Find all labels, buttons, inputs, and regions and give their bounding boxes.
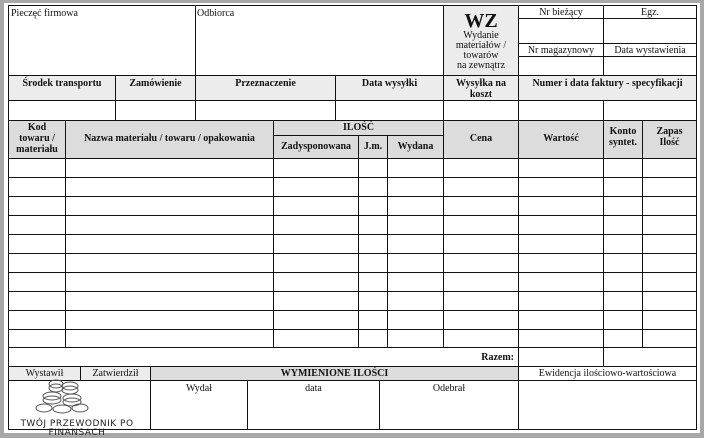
table-cell-stock[interactable] [642, 291, 697, 311]
transport-header [8, 75, 116, 101]
records-field[interactable] [518, 380, 697, 430]
table-cell-issued[interactable] [387, 272, 444, 292]
ship-date-field[interactable] [335, 100, 444, 121]
table-cell-account[interactable] [603, 272, 643, 292]
table-cell-stock[interactable] [642, 196, 697, 216]
table-cell-name[interactable] [65, 272, 274, 292]
table-cell-value[interactable] [518, 291, 604, 311]
company-stamp-label: Pieczęć firmowa [11, 8, 78, 19]
table-cell-unit[interactable] [358, 272, 388, 292]
table-cell-value[interactable] [518, 253, 604, 273]
purpose-header [195, 75, 336, 101]
table-cell-name[interactable] [65, 196, 274, 216]
records-header [518, 366, 697, 381]
document-title-block [443, 5, 519, 76]
table-cell-unit[interactable] [358, 329, 388, 349]
ship-cost-label: Wysyłka na [456, 78, 506, 89]
table-cell-issued[interactable] [387, 158, 444, 178]
total-value-field[interactable] [518, 347, 604, 367]
col-header-price-label: Cena [469, 133, 493, 144]
table-cell-code[interactable] [8, 158, 66, 178]
col-header-issued [387, 135, 444, 159]
table-cell-ordered[interactable] [273, 253, 359, 273]
col-header-name [65, 120, 274, 159]
table-cell-price[interactable] [443, 291, 519, 311]
table-cell-issued[interactable] [387, 253, 444, 273]
table-cell-price[interactable] [443, 310, 519, 330]
warehouse-number-header [518, 43, 604, 57]
table-cell-ordered[interactable] [273, 234, 359, 254]
table-cell-unit[interactable] [358, 158, 388, 178]
table-cell-unit[interactable] [358, 234, 388, 254]
col-header-code [8, 120, 66, 159]
date-label: data [305, 383, 322, 394]
col-header-ordered [273, 135, 359, 159]
table-cell-code[interactable] [8, 310, 66, 330]
table-cell-name[interactable] [65, 291, 274, 311]
table-cell-code[interactable] [8, 291, 66, 311]
table-cell-stock[interactable] [642, 329, 697, 349]
document-title-line: na zewnątrz [456, 60, 506, 71]
table-cell-issued[interactable] [387, 177, 444, 197]
table-cell-name[interactable] [65, 215, 274, 235]
ship-cost-label: koszt [469, 89, 493, 100]
watermark-line: FINANSACH [48, 428, 106, 438]
order-header [115, 75, 196, 101]
watermark [2, 420, 152, 438]
table-cell-name[interactable] [65, 253, 274, 273]
table-cell-ordered[interactable] [273, 196, 359, 216]
issued-by-label: Wystawił [25, 368, 64, 379]
table-cell-issued[interactable] [387, 291, 444, 311]
table-cell-issued[interactable] [387, 196, 444, 216]
total-row-label-cell [8, 347, 519, 367]
table-cell-price[interactable] [443, 177, 519, 197]
issue-date-label: Data wystawienia [614, 45, 686, 56]
table-cell-ordered[interactable] [273, 177, 359, 197]
table-cell-code[interactable] [8, 234, 66, 254]
document-title-line: Wydanie [463, 30, 499, 41]
issue-date-field[interactable] [603, 56, 697, 76]
table-cell-ordered[interactable] [273, 291, 359, 311]
col-header-code-label: materiału [16, 144, 58, 155]
date-field[interactable] [247, 380, 380, 430]
document-title-line: towarów [463, 50, 499, 61]
table-cell-account[interactable] [603, 234, 643, 254]
received-field[interactable] [379, 380, 519, 430]
col-header-issued-label: Wydana [397, 141, 434, 152]
col-header-name-label: Nazwa materiału / towaru / opakowania [84, 133, 255, 144]
released-label: Wydał [185, 383, 213, 394]
col-header-account-label: syntet. [608, 137, 638, 148]
col-header-account [603, 120, 643, 159]
transport-field[interactable] [8, 100, 116, 121]
col-header-code-label: Kod [27, 122, 47, 133]
ship-cost-header [443, 75, 519, 101]
table-cell-stock[interactable] [642, 272, 697, 292]
document-title-line: materiałów / [455, 40, 507, 51]
purpose-label: Przeznaczenie [235, 78, 296, 89]
col-header-stock-label: Ilość [659, 137, 680, 148]
table-cell-account[interactable] [603, 177, 643, 197]
copy-label: Egz. [640, 7, 660, 18]
table-cell-account[interactable] [603, 329, 643, 349]
col-header-account-label: Konto [609, 126, 637, 137]
quantities-header [150, 366, 519, 381]
table-cell-code[interactable] [8, 329, 66, 349]
table-cell-value[interactable] [518, 196, 604, 216]
table-cell-account[interactable] [603, 158, 643, 178]
table-cell-price[interactable] [443, 329, 519, 349]
col-header-unit [358, 135, 388, 159]
table-cell-code[interactable] [8, 177, 66, 197]
invoice-number-field[interactable] [518, 100, 604, 121]
recipient-field[interactable] [195, 5, 444, 76]
col-header-price [443, 120, 519, 159]
col-header-stock [642, 120, 697, 159]
table-cell-stock[interactable] [642, 253, 697, 273]
current-number-header [518, 5, 604, 19]
copy-field[interactable] [603, 18, 697, 44]
current-number-label: Nr bieżący [539, 7, 583, 18]
copy-header [603, 5, 697, 19]
table-cell-stock[interactable] [642, 158, 697, 178]
table-cell-account[interactable] [603, 196, 643, 216]
table-cell-value[interactable] [518, 158, 604, 178]
table-cell-code[interactable] [8, 253, 66, 273]
table-cell-name[interactable] [65, 329, 274, 349]
table-cell-stock[interactable] [642, 215, 697, 235]
table-cell-value[interactable] [518, 272, 604, 292]
table-cell-unit[interactable] [358, 215, 388, 235]
company-stamp-field[interactable] [8, 5, 196, 76]
table-cell-code[interactable] [8, 272, 66, 292]
table-cell-ordered[interactable] [273, 215, 359, 235]
table-cell-unit[interactable] [358, 310, 388, 330]
table-cell-issued[interactable] [387, 234, 444, 254]
purpose-field[interactable] [195, 100, 336, 121]
ship-date-label: Data wysyłki [361, 78, 418, 89]
table-cell-ordered[interactable] [273, 158, 359, 178]
invoice-date-field[interactable] [603, 100, 697, 121]
coins-icon [34, 376, 94, 416]
total-label: Razem: [481, 352, 514, 363]
table-cell-unit[interactable] [358, 177, 388, 197]
table-cell-value[interactable] [518, 234, 604, 254]
ship-cost-field[interactable] [443, 100, 519, 121]
transport-label: Środek transportu [22, 78, 102, 89]
warehouse-number-label: Nr magazynowy [527, 45, 595, 56]
table-cell-price[interactable] [443, 196, 519, 216]
table-cell-value[interactable] [518, 215, 604, 235]
order-field[interactable] [115, 100, 196, 121]
table-cell-issued[interactable] [387, 215, 444, 235]
received-label: Odebrał [432, 383, 466, 394]
table-cell-unit[interactable] [358, 253, 388, 273]
table-cell-value[interactable] [518, 310, 604, 330]
col-header-quantity-group [273, 120, 444, 136]
table-cell-code[interactable] [8, 215, 66, 235]
table-cell-ordered[interactable] [273, 329, 359, 349]
table-cell-value[interactable] [518, 329, 604, 349]
ship-date-header [335, 75, 444, 101]
total-extra-field[interactable] [603, 347, 697, 367]
current-number-field[interactable] [518, 18, 604, 44]
table-cell-stock[interactable] [642, 234, 697, 254]
table-cell-price[interactable] [443, 234, 519, 254]
table-cell-issued[interactable] [387, 329, 444, 349]
table-cell-name[interactable] [65, 177, 274, 197]
table-cell-ordered[interactable] [273, 272, 359, 292]
table-cell-ordered[interactable] [273, 310, 359, 330]
col-header-unit-label: J.m. [363, 141, 383, 152]
table-cell-value[interactable] [518, 177, 604, 197]
invoice-label: Numer i data faktury - specyfikacji [532, 78, 683, 89]
table-cell-stock[interactable] [642, 310, 697, 330]
table-cell-code[interactable] [8, 196, 66, 216]
table-cell-account[interactable] [603, 253, 643, 273]
recipient-label: Odbiorca [197, 8, 235, 19]
order-label: Zamówienie [129, 78, 182, 89]
table-cell-account[interactable] [603, 310, 643, 330]
table-cell-price[interactable] [443, 272, 519, 292]
table-cell-account[interactable] [603, 215, 643, 235]
invoice-header [518, 75, 697, 101]
quantities-label: WYMIENIONE ILOŚCI [280, 368, 389, 379]
approved-by-label: Zatwierdził [92, 368, 139, 379]
table-cell-account[interactable] [603, 291, 643, 311]
warehouse-number-field[interactable] [518, 56, 604, 76]
col-header-value-label: Wartość [543, 133, 579, 144]
table-cell-stock[interactable] [642, 177, 697, 197]
table-cell-name[interactable] [65, 158, 274, 178]
col-header-ordered-label: Zadysponowana [280, 141, 352, 152]
table-cell-price[interactable] [443, 215, 519, 235]
table-cell-name[interactable] [65, 310, 274, 330]
issue-date-header [603, 43, 697, 57]
col-header-stock-label: Zapas [656, 126, 683, 137]
records-label: Ewidencja ilościowo-wartościowa [538, 368, 677, 379]
table-cell-unit[interactable] [358, 196, 388, 216]
col-header-quantity-label: ILOŚĆ [342, 122, 375, 133]
table-cell-name[interactable] [65, 234, 274, 254]
table-cell-price[interactable] [443, 253, 519, 273]
table-cell-price[interactable] [443, 158, 519, 178]
col-header-value [518, 120, 604, 159]
table-cell-issued[interactable] [387, 310, 444, 330]
watermark-line: TWÓJ PRZEWODNIK PO [20, 419, 134, 429]
released-field[interactable] [150, 380, 248, 430]
col-header-code-label: towaru / [19, 133, 55, 144]
table-cell-unit[interactable] [358, 291, 388, 311]
document-code: WZ [464, 10, 498, 32]
